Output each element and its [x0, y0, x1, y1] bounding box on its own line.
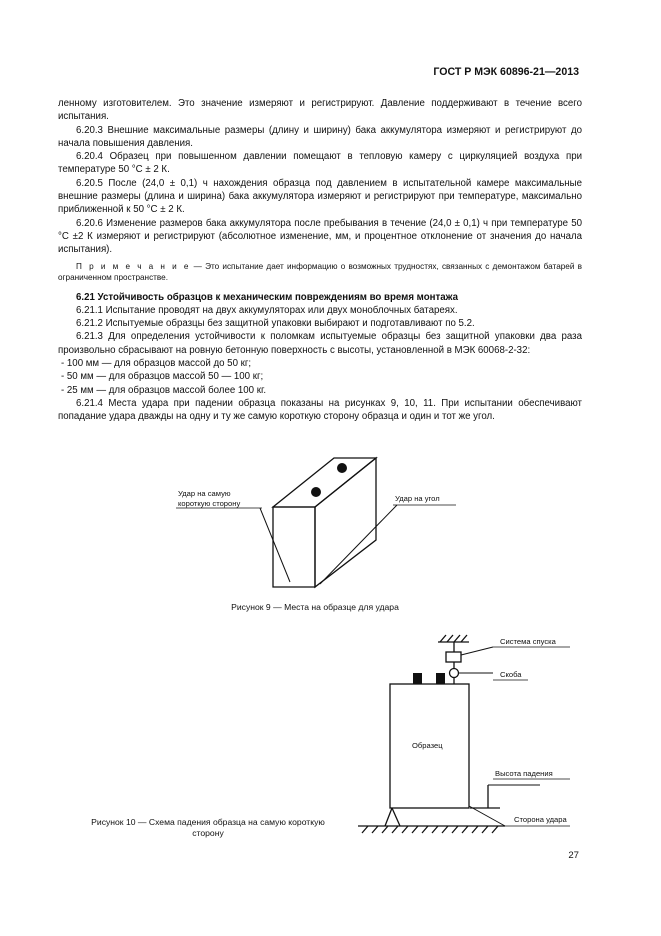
- bracket-icon: [450, 669, 459, 678]
- terminal-icon: [413, 673, 422, 684]
- leader-short-side: [260, 508, 290, 582]
- terminal-icon: [337, 463, 347, 473]
- page-number: 27: [568, 850, 579, 861]
- paragraph-6-21-4: 6.21.4 Места удара при падении образца показаны на рисунках 9, 10, 11. При испытании обеспечивают попадание удара дважды на одну и ту же самую короткую сторону образца и один и тот же угол.: [58, 397, 582, 423]
- section-title-6-21: 6.21 Устойчивость образцов к механическим повреждениям во время монтажа: [76, 291, 458, 303]
- document-header: ГОСТ Р МЭК 60896-21—2013: [433, 66, 579, 78]
- paragraph-6-21-1: 6.21.1 Испытание проводят на двух аккумуляторах или двух моноблочных батареях.: [76, 304, 458, 316]
- note-label: П р и м е ч а н и е: [76, 261, 191, 271]
- note: [58, 261, 582, 284]
- paragraph-6-21-2: 6.21.2 Испытуемые образцы без защитной упаковки выбирают и подготавливают по 5.2.: [76, 318, 475, 330]
- sample-side-face: [315, 458, 376, 587]
- label-drop-height: Высота падения: [495, 769, 553, 778]
- release-system-box: [446, 652, 461, 662]
- sample-front-face: [273, 507, 315, 587]
- label-short-side-impact: Удар на самую короткую сторону: [178, 489, 241, 508]
- note-text: — Это испытание дает информацию о возможных трудностях, связанных с демонтажом батарей в ограниченном пространстве.: [58, 261, 582, 283]
- list-item: - 25 мм — для образцов массой более 100 кг.: [61, 384, 267, 396]
- terminal-icon: [436, 673, 445, 684]
- body-text: [58, 97, 582, 424]
- paragraph-6-21-3: 6.21.3 Для определения устойчивости к поломкам испытуемые образцы без защитной упаковки два раза произвольно сбрасывают на ровную бетонную поверхность с высоты, установленной в МЭК 60068-2-32:: [58, 331, 582, 356]
- label-bracket: Скоба: [500, 670, 522, 679]
- label-impact-side: Сторона удара: [514, 815, 567, 824]
- terminal-icon: [311, 487, 321, 497]
- paragraph-continuation: ленному изготовителем. Это значение измеряют и регистрируют. Давление поддерживают в течение всего испытания.: [58, 98, 582, 123]
- list-item: - 100 мм — для образцов массой до 50 кг;: [61, 358, 252, 370]
- paragraph-6-20-6: 6.20.6 Изменение размеров бака аккумулятора после пребывания в течение (24,0 ± 0,1) ч при температуре 50 °С ±2 К измеряют и регистрируют (абсолютное изменение, мм, и процентное отклонение от значения до начала испытания).: [58, 217, 582, 256]
- leader-corner: [320, 505, 397, 584]
- paragraph-6-20-5: 6.20.5 После (24,0 ± 0,1) ч нахождения образца под давлением в испытательной камере максимальные внешние размеры (длина и ширина) бака аккумулятора измеряют и регистрируют при температуре, максимально приближенной к 50 °С ± 2 К.: [58, 177, 582, 216]
- figure-10-caption: Рисунок 10 — Схема падения образца на самую короткую сторону: [91, 817, 325, 838]
- list-item: - 50 мм — для образцов массой 50 — 100 кг;: [61, 371, 264, 383]
- sample-top-face: [273, 458, 376, 507]
- label-corner-impact: Удар на угол: [395, 494, 440, 503]
- figure-9-caption: Рисунок 9 — Места на образце для удара: [231, 602, 399, 612]
- paragraph-6-20-3: 6.20.3 Внешние максимальные размеры (длину и ширину) бака аккумулятора измеряют и регистрируют до начала повышения давления.: [58, 124, 582, 149]
- paragraph-6-20-4: 6.20.4 Образец при повышенном давлении помещают в тепловую камеру с циркуляцией воздуха при температуре 50 °С ± 2 К.: [58, 151, 582, 176]
- label-release-system: Система спуска: [500, 637, 556, 646]
- label-sample: Образец: [412, 741, 443, 750]
